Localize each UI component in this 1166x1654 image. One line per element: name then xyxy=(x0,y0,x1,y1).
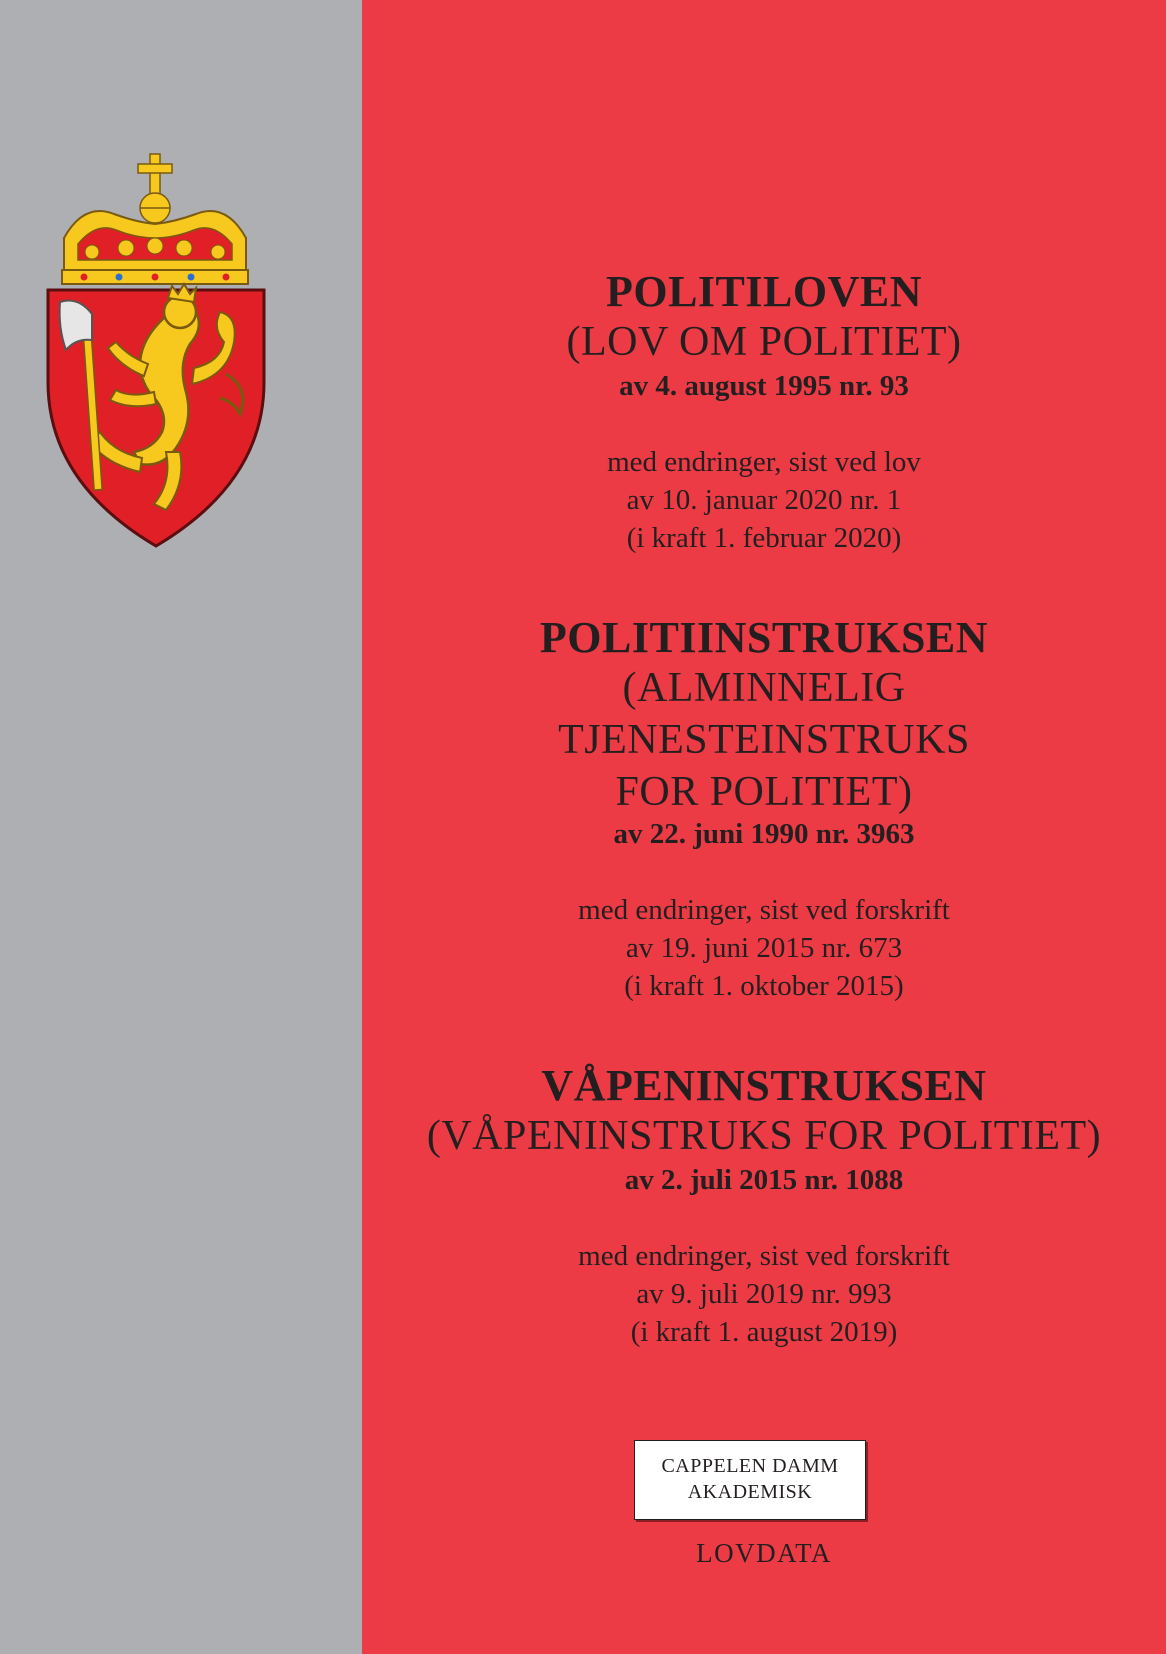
publisher-division: AKADEMISK xyxy=(687,1481,813,1503)
amendment-line: (i kraft 1. august 2019) xyxy=(630,1316,898,1348)
amendment-line: av 9. juli 2019 nr. 993 xyxy=(636,1278,892,1310)
amendment-line: med endringer, sist ved forskrift xyxy=(578,894,950,926)
date-politiinstruksen: av 22. juni 1990 nr. 3963 xyxy=(613,818,915,850)
subtitle-politiinstruksen: TJENESTEINSTRUKS xyxy=(558,717,970,763)
subtitle-politiinstruksen: FOR POLITIET) xyxy=(615,769,913,815)
title-politiinstruksen: POLITIINSTRUKSEN xyxy=(539,613,989,662)
norwegian-coat-of-arms-icon xyxy=(44,152,270,550)
publisher-name: CAPPELEN DAMM xyxy=(661,1455,839,1477)
red-cover-panel xyxy=(362,0,1166,1654)
amendment-line: med endringer, sist ved lov xyxy=(607,446,921,478)
footer-lovdata: LOVDATA xyxy=(696,1538,832,1568)
subtitle-politiinstruksen: (ALMINNELIG xyxy=(622,665,906,711)
amendment-line: (i kraft 1. februar 2020) xyxy=(626,522,902,554)
subtitle-politiloven: (LOV OM POLITIET) xyxy=(566,319,962,365)
date-politiloven: av 4. august 1995 nr. 93 xyxy=(619,370,909,402)
title-vapeninstruksen: VÅPENINSTRUKSEN xyxy=(541,1061,987,1110)
amendment-line: av 10. januar 2020 nr. 1 xyxy=(626,484,902,516)
amendment-line: med endringer, sist ved forskrift xyxy=(578,1240,950,1272)
publisher-logo xyxy=(634,1440,866,1520)
subtitle-vapeninstruksen: (VÅPENINSTRUKS FOR POLITIET) xyxy=(426,1113,1102,1159)
date-vapeninstruksen: av 2. juli 2015 nr. 1088 xyxy=(624,1164,904,1196)
title-politiloven: POLITILOVEN xyxy=(605,267,922,316)
amendment-line: (i kraft 1. oktober 2015) xyxy=(624,970,904,1002)
gray-sidebar xyxy=(0,0,362,1654)
amendment-line: av 19. juni 2015 nr. 673 xyxy=(625,932,903,964)
